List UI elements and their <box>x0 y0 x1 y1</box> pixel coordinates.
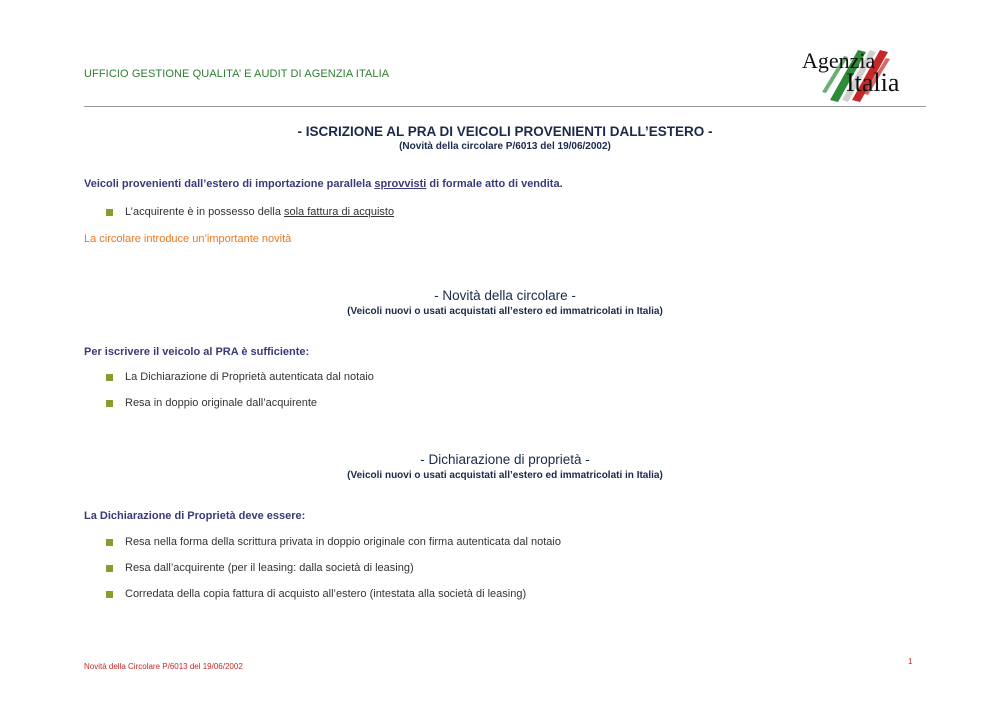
section2-bullet <box>106 397 317 409</box>
bullet-square-icon <box>106 565 113 572</box>
section3-bullet-text: Resa nella forma della scrittura privata in doppio originale con firma autenticata dal notaio <box>125 536 561 548</box>
section1-lead-after: di formale atto di vendita. <box>426 178 563 190</box>
section1-note: La circolare introduce un’importante novità <box>84 233 292 245</box>
section2-lead: Per iscrivere il veicolo al PRA è sufficiente: <box>84 346 310 358</box>
section3-bullet-text: Corredata della copia fattura di acquisto all’estero (intestata alla società di leasing) <box>125 588 527 600</box>
section3-bullet <box>106 562 414 574</box>
section1-bullet <box>106 206 394 218</box>
bullet-square-icon <box>106 400 113 407</box>
footer-title: Novità della Circolare P/6013 del 19/06/2002 <box>84 662 243 671</box>
page-number: 1 <box>908 657 913 666</box>
section2-subheading: (Veicoli nuovi o usati acquistati all’estero ed immatricolati in Italia) <box>347 306 663 317</box>
bullet-square-icon <box>106 209 113 216</box>
office-header: UFFICIO GESTIONE QUALITA’ E AUDIT DI AGENZIA ITALIA <box>84 68 390 80</box>
section3-lead: La Dichiarazione di Proprietà deve essere: <box>84 510 306 522</box>
bullet-square-icon <box>106 591 113 598</box>
section2-heading: - Novità della circolare - <box>434 288 576 303</box>
section1-lead-underlined: sprovvisti <box>374 178 427 190</box>
section1-lead-before: Veicoli provenienti dall’estero di importazione parallela <box>84 178 375 190</box>
bullet-square-icon <box>106 374 113 381</box>
logo-word-italia: Italia <box>846 68 900 97</box>
section1-bullet-text <box>125 206 394 218</box>
agenzia-italia-logo <box>800 42 925 102</box>
section3-heading: - Dichiarazione di proprietà - <box>420 452 590 467</box>
logo-word-agenzia: Agenzia <box>802 48 876 73</box>
section2-bullet <box>106 371 374 383</box>
section1-lead <box>84 178 563 190</box>
section3-bullet <box>106 536 561 548</box>
section3-subheading: (Veicoli nuovi o usati acquistati all’estero ed immatricolati in Italia) <box>347 470 663 481</box>
document-title: - ISCRIZIONE AL PRA DI VEICOLI PROVENIENTI DALL’ESTERO - <box>297 124 713 139</box>
section2-bullet-text: Resa in doppio originale dall’acquirente <box>125 397 318 409</box>
header-divider <box>84 106 926 107</box>
bullet-square-icon <box>106 539 113 546</box>
section1-bullet-underlined: sola fattura di acquisto <box>284 206 395 218</box>
section2-bullet-text: La Dichiarazione di Proprietà autenticata dal notaio <box>125 371 374 383</box>
section3-bullet <box>106 588 526 600</box>
section1-bullet-prefix: L’acquirente è in possesso della <box>125 206 284 218</box>
document-subtitle: (Novità della circolare P/6013 del 19/06/2002) <box>399 141 611 152</box>
section3-bullet-text: Resa dall’acquirente (per il leasing: dalla società di leasing) <box>125 562 414 574</box>
